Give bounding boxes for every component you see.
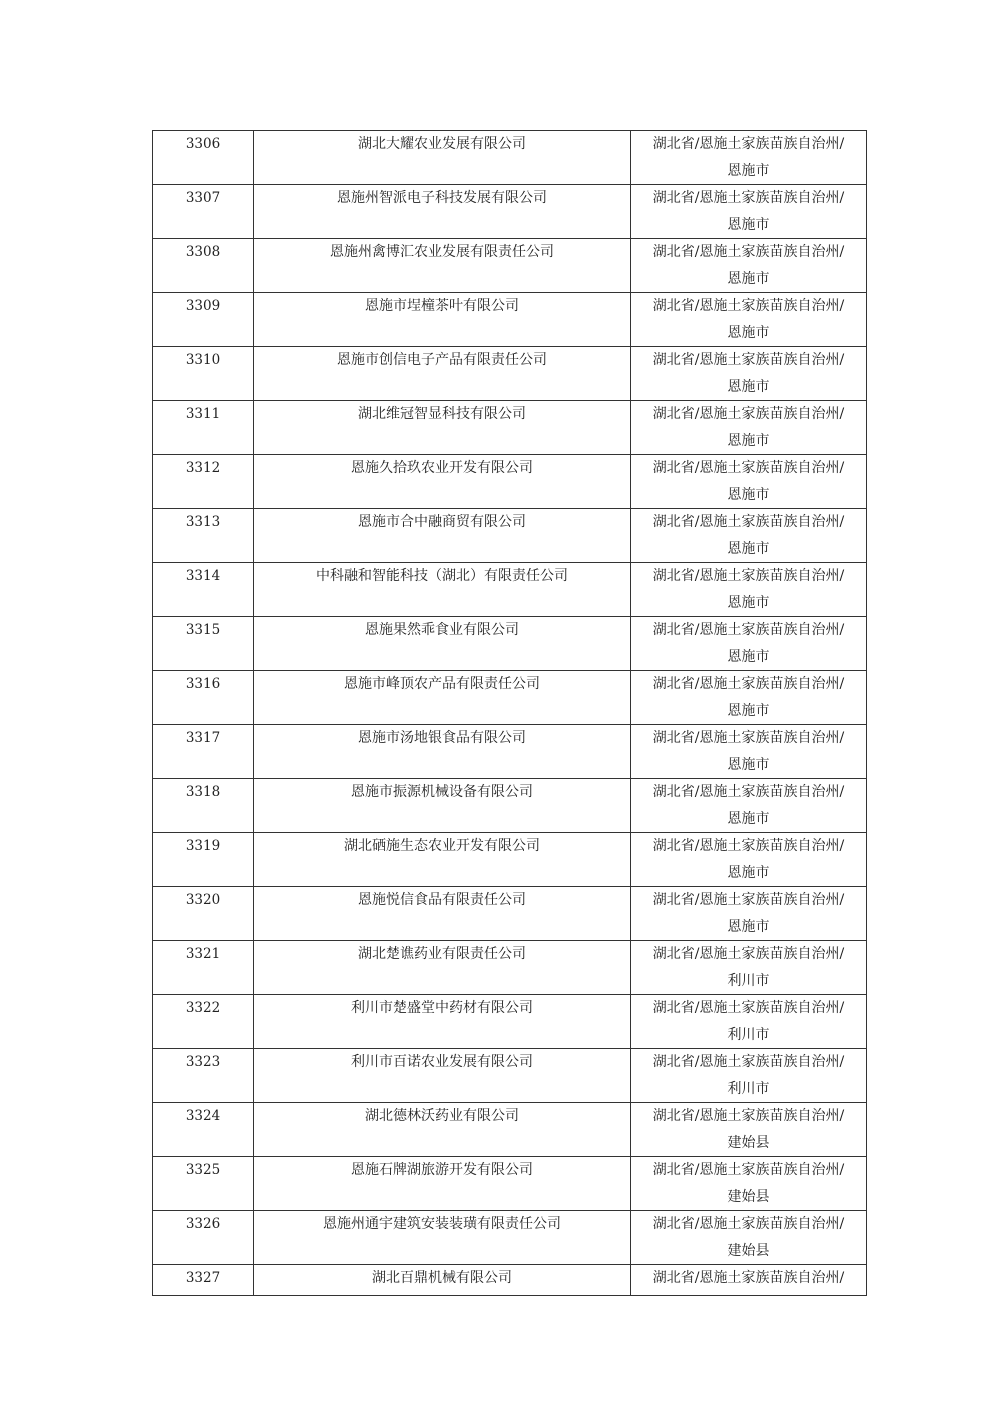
table-row <box>153 1211 867 1265</box>
location-line-2: 利川市 <box>727 972 770 989</box>
table-row <box>153 239 867 293</box>
table-row <box>153 1049 867 1103</box>
row-number: 3308 <box>153 239 254 293</box>
company-name: 恩施市埕橦茶叶有限公司 <box>254 293 631 347</box>
company-name: 恩施市汤地银食品有限公司 <box>254 725 631 779</box>
location-cell <box>631 941 867 995</box>
location-line-1: 湖北省/恩施土家族苗族自治州/ <box>652 1000 845 1016</box>
location-line-2: 恩施市 <box>727 270 770 287</box>
location-cell <box>631 779 867 833</box>
location-line-2: 恩施市 <box>727 756 770 773</box>
location-cell <box>631 995 867 1049</box>
location-line-2: 建始县 <box>727 1242 770 1259</box>
location-cell <box>631 725 867 779</box>
row-number: 3327 <box>153 1265 254 1296</box>
row-number: 3318 <box>153 779 254 833</box>
location-line-2: 恩施市 <box>727 324 770 341</box>
location-line-2: 利川市 <box>727 1080 770 1097</box>
company-name: 恩施市振源机械设备有限公司 <box>254 779 631 833</box>
row-number: 3314 <box>153 563 254 617</box>
company-table <box>152 130 867 1296</box>
row-number: 3315 <box>153 617 254 671</box>
row-number: 3321 <box>153 941 254 995</box>
row-number: 3311 <box>153 401 254 455</box>
location-line-2: 恩施市 <box>727 810 770 827</box>
table-row <box>153 833 867 887</box>
location-line-1: 湖北省/恩施土家族苗族自治州/ <box>652 136 845 152</box>
table-row <box>153 725 867 779</box>
table-row <box>153 887 867 941</box>
location-cell <box>631 293 867 347</box>
company-name: 湖北百鼎机械有限公司 <box>254 1265 631 1296</box>
location-cell <box>631 455 867 509</box>
location-line-1: 湖北省/恩施土家族苗族自治州/ <box>652 838 845 854</box>
company-name: 利川市楚盛堂中药材有限公司 <box>254 995 631 1049</box>
row-number: 3320 <box>153 887 254 941</box>
location-line-1: 湖北省/恩施土家族苗族自治州/ <box>652 892 845 908</box>
location-line-1: 湖北省/恩施土家族苗族自治州/ <box>652 622 845 638</box>
location-line-1: 湖北省/恩施土家族苗族自治州/ <box>652 190 845 206</box>
table-row <box>153 185 867 239</box>
location-cell <box>631 887 867 941</box>
location-line-2: 建始县 <box>727 1188 770 1205</box>
location-cell <box>631 1049 867 1103</box>
table-row <box>153 779 867 833</box>
location-line-1: 湖北省/恩施土家族苗族自治州/ <box>652 946 845 962</box>
row-number: 3307 <box>153 185 254 239</box>
location-cell <box>631 833 867 887</box>
table-row <box>153 617 867 671</box>
location-cell <box>631 131 867 185</box>
location-cell <box>631 671 867 725</box>
company-name: 中科融和智能科技（湖北）有限责任公司 <box>254 563 631 617</box>
location-line-2: 恩施市 <box>727 216 770 233</box>
location-line-1: 湖北省/恩施土家族苗族自治州/ <box>652 298 845 314</box>
location-line-2: 恩施市 <box>727 864 770 881</box>
row-number: 3312 <box>153 455 254 509</box>
row-number: 3322 <box>153 995 254 1049</box>
company-name: 湖北硒施生态农业开发有限公司 <box>254 833 631 887</box>
company-name: 恩施久拾玖农业开发有限公司 <box>254 455 631 509</box>
row-number: 3325 <box>153 1157 254 1211</box>
location-cell <box>631 617 867 671</box>
table-row <box>153 995 867 1049</box>
location-line-1: 湖北省/恩施土家族苗族自治州/ <box>652 406 845 422</box>
company-name: 湖北楚谯药业有限责任公司 <box>254 941 631 995</box>
company-list-sheet <box>152 130 866 1296</box>
row-number: 3324 <box>153 1103 254 1157</box>
company-name: 湖北德林沃药业有限公司 <box>254 1103 631 1157</box>
location-line-2: 恩施市 <box>727 378 770 395</box>
location-line-1: 湖北省/恩施土家族苗族自治州/ <box>652 460 845 476</box>
table-row <box>153 509 867 563</box>
row-number: 3326 <box>153 1211 254 1265</box>
location-cell <box>631 1157 867 1211</box>
row-number: 3313 <box>153 509 254 563</box>
location-line-1: 湖北省/恩施土家族苗族自治州/ <box>652 352 845 368</box>
company-name: 恩施市创信电子产品有限责任公司 <box>254 347 631 401</box>
company-name: 恩施州智派电子科技发展有限公司 <box>254 185 631 239</box>
row-number: 3317 <box>153 725 254 779</box>
company-name: 湖北维冠智显科技有限公司 <box>254 401 631 455</box>
company-name: 恩施市峰顶农产品有限责任公司 <box>254 671 631 725</box>
location-line-2: 恩施市 <box>727 648 770 665</box>
location-line-1: 湖北省/恩施土家族苗族自治州/ <box>652 1270 845 1286</box>
row-number: 3319 <box>153 833 254 887</box>
location-line-1: 湖北省/恩施土家族苗族自治州/ <box>652 1216 845 1232</box>
location-line-2: 恩施市 <box>727 162 770 179</box>
location-line-1: 湖北省/恩施土家族苗族自治州/ <box>652 784 845 800</box>
company-name: 恩施悦信食品有限责任公司 <box>254 887 631 941</box>
company-name: 恩施州通宇建筑安装装璜有限责任公司 <box>254 1211 631 1265</box>
table-row <box>153 1103 867 1157</box>
row-number: 3310 <box>153 347 254 401</box>
location-line-1: 湖北省/恩施土家族苗族自治州/ <box>652 730 845 746</box>
location-cell <box>631 1103 867 1157</box>
location-line-2: 利川市 <box>727 1026 770 1043</box>
company-name: 恩施果然乖食业有限公司 <box>254 617 631 671</box>
location-cell <box>631 347 867 401</box>
company-name: 恩施市合中融商贸有限公司 <box>254 509 631 563</box>
table-row <box>153 1265 867 1296</box>
table-row <box>153 347 867 401</box>
table-row <box>153 1157 867 1211</box>
company-name: 湖北大耀农业发展有限公司 <box>254 131 631 185</box>
row-number: 3309 <box>153 293 254 347</box>
location-line-2: 恩施市 <box>727 432 770 449</box>
location-cell <box>631 563 867 617</box>
table-row <box>153 941 867 995</box>
location-line-2: 恩施市 <box>727 702 770 719</box>
row-number: 3316 <box>153 671 254 725</box>
location-line-1: 湖北省/恩施土家族苗族自治州/ <box>652 676 845 692</box>
location-line-1: 湖北省/恩施土家族苗族自治州/ <box>652 568 845 584</box>
location-line-1: 湖北省/恩施土家族苗族自治州/ <box>652 514 845 530</box>
table-row <box>153 455 867 509</box>
location-cell <box>631 1211 867 1265</box>
location-cell <box>631 185 867 239</box>
table-row <box>153 671 867 725</box>
company-name: 恩施石牌湖旅游开发有限公司 <box>254 1157 631 1211</box>
location-line-2: 恩施市 <box>727 540 770 557</box>
location-line-2: 建始县 <box>727 1134 770 1151</box>
location-line-1: 湖北省/恩施土家族苗族自治州/ <box>652 244 845 260</box>
table-row <box>153 401 867 455</box>
location-line-1: 湖北省/恩施土家族苗族自治州/ <box>652 1162 845 1178</box>
location-cell <box>631 509 867 563</box>
location-line-2: 恩施市 <box>727 594 770 611</box>
table-row <box>153 131 867 185</box>
location-cell <box>631 239 867 293</box>
location-cell <box>631 401 867 455</box>
location-line-1: 湖北省/恩施土家族苗族自治州/ <box>652 1054 845 1070</box>
table-row <box>153 563 867 617</box>
location-line-2: 恩施市 <box>727 486 770 503</box>
company-name: 恩施州禽博汇农业发展有限责任公司 <box>254 239 631 293</box>
row-number: 3306 <box>153 131 254 185</box>
location-cell <box>631 1265 867 1296</box>
company-name: 利川市百诺农业发展有限公司 <box>254 1049 631 1103</box>
table-row <box>153 293 867 347</box>
location-line-2: 恩施市 <box>727 918 770 935</box>
row-number: 3323 <box>153 1049 254 1103</box>
location-line-1: 湖北省/恩施土家族苗族自治州/ <box>652 1108 845 1124</box>
